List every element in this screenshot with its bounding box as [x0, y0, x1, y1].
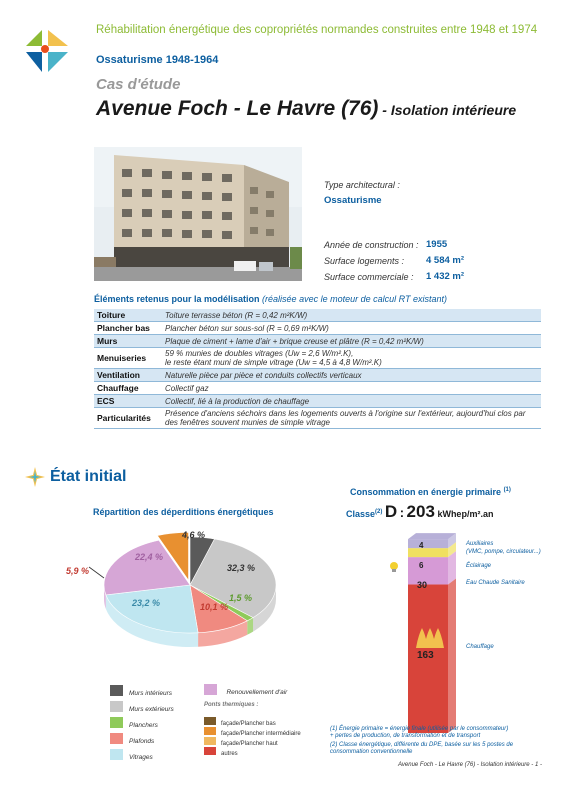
ponts-leader-line [88, 566, 106, 580]
legend-swatch [110, 701, 123, 712]
commercial-label: Surface commerciale : [324, 272, 414, 282]
legend-label: Plafonds [129, 738, 155, 745]
legend-item [110, 714, 174, 730]
row-key: Particularités [94, 408, 162, 429]
row-key: ECS [94, 395, 162, 408]
legend-label: autres [221, 751, 238, 757]
model-heading-main: Éléments retenus pour la modélisation [94, 294, 260, 304]
model-heading-note: (réalisée avec le moteur de calcul RT existant) [259, 294, 447, 304]
table-row [94, 395, 541, 408]
table-row [94, 348, 541, 369]
legend-item [110, 746, 174, 762]
loss-pie-chart [90, 527, 290, 667]
side-label-aux: Auxiliaires [466, 541, 494, 547]
bar-value-ecl: 6 [419, 561, 424, 570]
page-title-main: Avenue Foch - Le Havre (76) [96, 97, 379, 120]
row-value: Plancher béton sur sous-sol (R = 0,69 m²K/W) [162, 322, 541, 335]
row-value-line2: des fenêtres souvent munies de simple vitrage [165, 418, 330, 427]
legend-item [110, 730, 174, 746]
legend-label: façade/Plancher bas [221, 721, 276, 727]
type-value: Ossaturisme [324, 195, 382, 206]
pie-label-ponts: 5,9 % [66, 566, 90, 576]
model-heading [94, 294, 447, 304]
legend-swatch [110, 733, 123, 744]
row-key: Ventilation [94, 369, 162, 382]
row-key: Toiture [94, 309, 162, 322]
consumption-title-text: Consommation en énergie primaire [350, 487, 502, 497]
page-title-sub: - Isolation intérieure [378, 102, 517, 118]
row-value [162, 408, 541, 429]
legend-swatch [204, 747, 216, 755]
bar-value-ecs: 30 [417, 580, 428, 590]
side-label-aux-detail: (VMC, pompe, circulateur...) [466, 549, 541, 555]
series-title: Ossaturisme 1948-1964 [96, 54, 219, 66]
class-value: 203 [406, 502, 435, 521]
table-row [94, 322, 541, 335]
legend-label: façade/Plancher intermédiaire [221, 731, 301, 737]
consumption-title-note: (1) [503, 487, 511, 493]
pie-label-renouvellement: 22,4 % [135, 552, 164, 562]
table-row [94, 382, 541, 395]
footnote-1-cont: + pertes de production, de transformation et de transport [330, 733, 481, 739]
case-study-label: Cas d'étude [96, 76, 181, 93]
table-row [94, 408, 541, 429]
footnote-2: (2) Classe énergétique, différente du DPE, basée sur les 5 postes de [330, 742, 514, 748]
page-footer: Avenue Foch - Le Havre (76) - Isolation intérieure - 1 - [398, 762, 542, 768]
class-unit: kWhep/m².an [437, 509, 494, 519]
row-value: Plaque de ciment + lame d'air + brique creuse et plâtre (R = 0,42 m²K/W) [162, 335, 541, 348]
loss-chart-title: Répartition des déperditions énergétiques [93, 507, 274, 517]
legend-label: Murs intérieurs [129, 690, 172, 697]
legend-item [110, 682, 174, 698]
legend-label: Renouvellement d'air [226, 689, 288, 696]
pie-label-planchers: 1,5 % [229, 593, 253, 603]
pie-legend [110, 682, 174, 762]
row-value-line1: 59 % munies de doubles vitrages (Uw = 2,6 W/m².K), [165, 349, 354, 358]
table-row [94, 369, 541, 382]
class-label: Classe [346, 509, 376, 519]
page-title [96, 97, 516, 121]
pie-label-murs-ext: 32,3 % [227, 563, 256, 573]
footnote-2-cont: consommation conventionnelle [330, 749, 413, 755]
type-label: Type architectural : [324, 180, 400, 190]
housing-label: Surface logements : [324, 256, 405, 266]
ponts-legend [204, 712, 301, 757]
class-separator: : [399, 505, 405, 520]
bulb-icon [390, 562, 398, 572]
building-photo [94, 147, 302, 281]
bar-segment [408, 548, 448, 557]
year-label: Année de construction : [324, 240, 419, 250]
ponts-legend-item [204, 722, 301, 737]
housing-value: 4 584 m² [426, 255, 465, 266]
legend-swatch [110, 685, 123, 696]
footnote-1: (1) Énergie primaire = énergie finale (utilisée par le consommateur) [330, 726, 509, 732]
year-value: 1955 [426, 239, 448, 250]
row-key: Menuiseries [94, 348, 162, 369]
side-label-chauf: Chauffage [466, 644, 494, 650]
row-value [162, 348, 541, 369]
consumption-title [350, 487, 511, 497]
section-title: État initial [50, 468, 127, 485]
elements-table [94, 309, 541, 429]
bar-segment [408, 557, 448, 584]
side-label-ecl: Éclairage [466, 563, 492, 569]
row-value-line2: le reste étant muni de simple vitrage (Uw = 4,5 à 4,8 W/m².K) [165, 358, 382, 367]
row-value: Toiture terrasse béton (R = 0,42 m²K/W) [162, 309, 541, 322]
logo-icon [22, 26, 72, 76]
legend-swatch [110, 749, 123, 760]
energy-class [346, 502, 493, 522]
consumption-bar [386, 533, 466, 738]
legend-swatch [204, 684, 217, 695]
bar-top [408, 533, 456, 539]
row-key: Chauffage [94, 382, 162, 395]
row-value: Collectif, lié à la production de chauffage [162, 395, 541, 408]
commercial-value: 1 432 m² [426, 271, 465, 282]
bar-value-aux: 4 [419, 541, 424, 550]
bar-value-chauf: 163 [417, 650, 434, 661]
bar-segment [408, 539, 448, 548]
legend-label: Planchers [129, 722, 158, 729]
footnotes [330, 726, 550, 756]
table-row [94, 309, 541, 322]
legend-swatch [110, 717, 123, 728]
table-row [94, 335, 541, 348]
side-label-ecs: Eau Chaude Sanitaire [466, 580, 525, 586]
row-key: Murs [94, 335, 162, 348]
class-note: (2) [375, 509, 383, 515]
legend-item [110, 698, 174, 714]
document-header-title: Réhabilitation énergétique des copropriétés normandes construites entre 1948 et 1974 [96, 24, 538, 36]
legend-label: Murs extérieurs [129, 706, 174, 713]
legend-label: façade/Plancher haut [221, 741, 278, 747]
star-icon [24, 466, 46, 488]
pie-label-plafonds: 10,1 % [200, 602, 229, 612]
class-letter: D [384, 502, 398, 521]
legend-label: Vitrages [129, 754, 153, 761]
row-value: Collectif gaz [162, 382, 541, 395]
row-key: Plancher bas [94, 322, 162, 335]
bar-segment-side [448, 578, 456, 733]
pie-label-murs-int: 4,6 % [182, 530, 206, 540]
pie-label-vitrages: 23,2 % [132, 598, 161, 608]
ponts-legend-item [204, 712, 301, 727]
row-value-line1: Présence d'anciens séchoirs dans les logements ouverts à l'origine sur l'extérieur, aujourd'hui clos par [165, 409, 526, 418]
ponts-legend-title: Ponts thermiques : [204, 702, 259, 708]
row-value: Naturelle pièce par pièce et conduits collectifs verticaux [162, 369, 541, 382]
legend-item-renouvellement [204, 681, 287, 699]
